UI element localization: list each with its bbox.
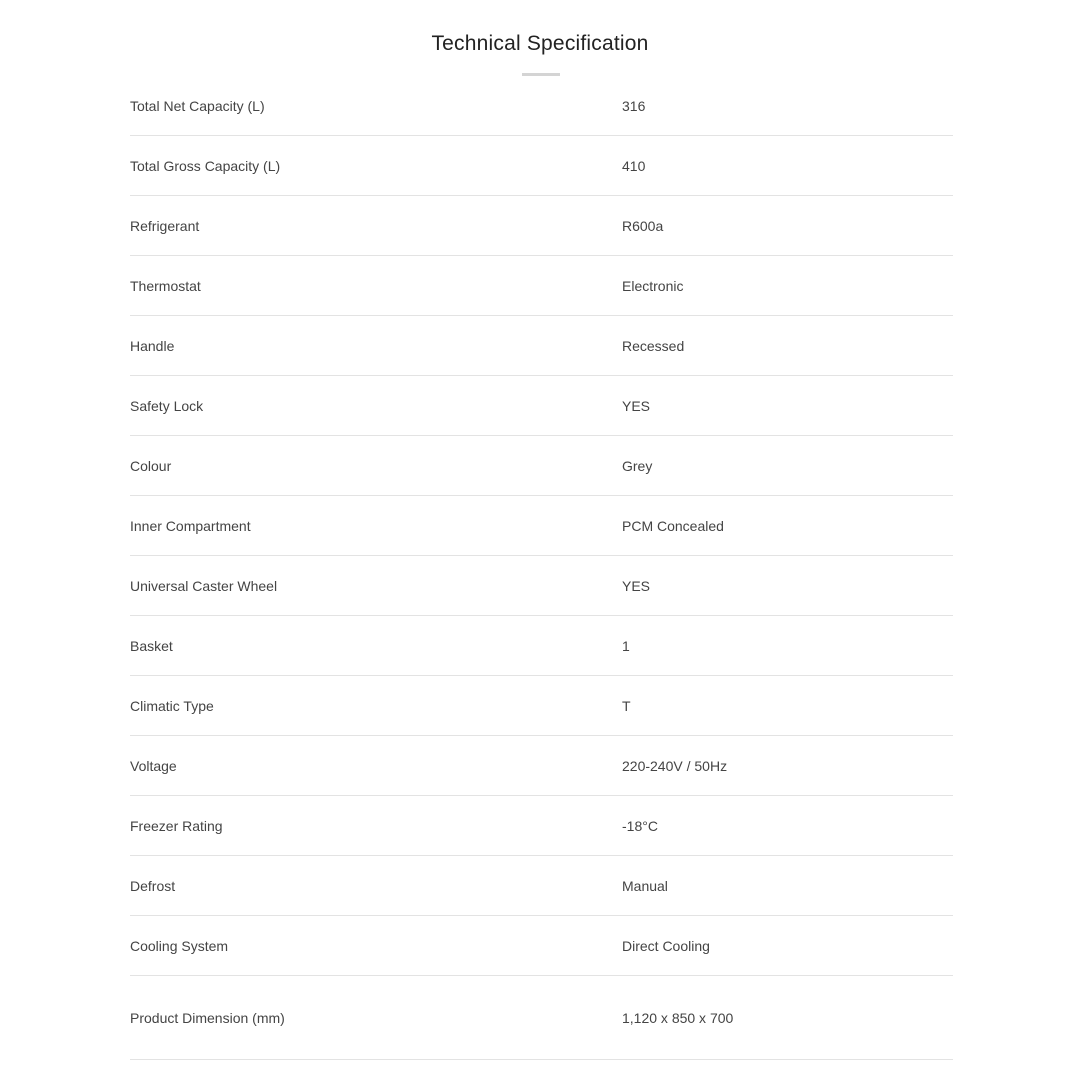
spec-label: Product Dimension (mm) <box>130 1009 285 1026</box>
spec-label: Handle <box>130 337 175 354</box>
spec-row-basket <box>130 616 953 676</box>
spec-value: 1,120 x 850 x 700 <box>622 1009 734 1026</box>
spec-value: 220-240V / 50Hz <box>622 757 728 774</box>
spec-label: Voltage <box>130 757 177 774</box>
spec-value: R600a <box>622 217 664 234</box>
spec-row-universal-caster-wheel <box>130 556 953 616</box>
spec-value: Electronic <box>622 277 684 294</box>
spec-value: Direct Cooling <box>622 937 710 954</box>
spec-value: 410 <box>622 157 646 174</box>
spec-label: Inner Compartment <box>130 517 251 534</box>
spec-row-colour <box>130 436 953 496</box>
spec-row-total-gross-capacity <box>130 136 953 196</box>
spec-row-voltage <box>130 736 953 796</box>
spec-row-defrost <box>130 856 953 916</box>
spec-table <box>130 76 953 1060</box>
spec-value: PCM Concealed <box>622 517 724 534</box>
spec-value: T <box>622 697 631 714</box>
spec-label: Climatic Type <box>130 697 214 714</box>
spec-row-product-dimension <box>130 976 953 1060</box>
spec-value: YES <box>622 577 651 594</box>
spec-value: Recessed <box>622 337 685 354</box>
spec-row-cooling-system <box>130 916 953 976</box>
spec-value: 316 <box>622 97 646 114</box>
page-title: Technical Specification <box>431 32 649 55</box>
spec-row-safety-lock <box>130 376 953 436</box>
spec-row-refrigerant <box>130 196 953 256</box>
spec-label: Total Gross Capacity (L) <box>130 157 281 174</box>
spec-value: 1 <box>622 637 630 654</box>
spec-row-climatic-type <box>130 676 953 736</box>
spec-label: Universal Caster Wheel <box>130 577 278 594</box>
spec-label: Refrigerant <box>130 217 200 234</box>
spec-value: YES <box>622 397 651 414</box>
spec-row-thermostat <box>130 256 953 316</box>
spec-value: Manual <box>622 877 668 894</box>
spec-label: Cooling System <box>130 937 229 954</box>
spec-label: Thermostat <box>130 277 201 294</box>
spec-label: Freezer Rating <box>130 817 223 834</box>
spec-label: Safety Lock <box>130 397 204 414</box>
spec-value: Grey <box>622 457 653 474</box>
spec-row-freezer-rating <box>130 796 953 856</box>
spec-label: Colour <box>130 457 172 474</box>
spec-row-handle <box>130 316 953 376</box>
spec-label: Total Net Capacity (L) <box>130 97 265 114</box>
spec-value: -18°C <box>622 817 658 834</box>
spec-row-total-net-capacity <box>130 76 953 136</box>
spec-label: Defrost <box>130 877 176 894</box>
spec-row-inner-compartment <box>130 496 953 556</box>
spec-label: Basket <box>130 637 173 654</box>
